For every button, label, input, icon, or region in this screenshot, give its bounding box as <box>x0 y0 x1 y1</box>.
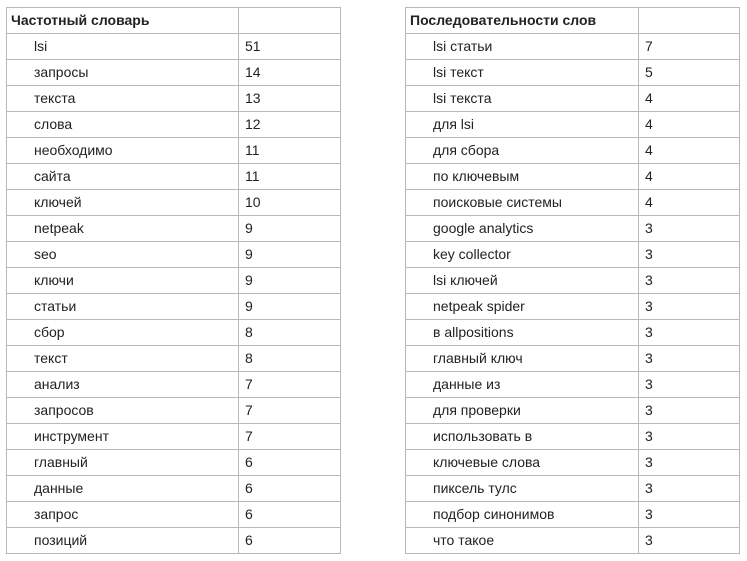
table-body <box>7 34 341 554</box>
word-cell: сайта <box>7 164 239 190</box>
count-cell: 7 <box>639 34 740 60</box>
count-cell: 11 <box>239 138 341 164</box>
word-cell: текст <box>7 346 239 372</box>
count-cell: 13 <box>239 86 341 112</box>
count-cell: 3 <box>639 320 740 346</box>
count-cell: 3 <box>639 294 740 320</box>
table-row <box>406 242 740 268</box>
word-cell: для lsi <box>406 112 639 138</box>
count-cell: 6 <box>239 528 341 554</box>
word-cell: инструмент <box>7 424 239 450</box>
word-cell: по ключевым <box>406 164 639 190</box>
table-row <box>7 372 341 398</box>
count-cell: 6 <box>239 476 341 502</box>
count-cell: 4 <box>639 86 740 112</box>
table-row <box>7 476 341 502</box>
count-cell: 9 <box>239 242 341 268</box>
table-row <box>406 476 740 502</box>
table-row <box>406 450 740 476</box>
table-title: Последовательности слов <box>406 8 639 34</box>
count-cell: 6 <box>239 450 341 476</box>
table-row <box>406 60 740 86</box>
count-cell: 3 <box>639 372 740 398</box>
word-cell: подбор синонимов <box>406 502 639 528</box>
count-cell: 14 <box>239 60 341 86</box>
table-body <box>406 34 740 554</box>
frequency-dictionary-table <box>6 7 341 554</box>
count-cell: 8 <box>239 320 341 346</box>
word-cell: необходимо <box>7 138 239 164</box>
count-cell: 3 <box>639 450 740 476</box>
table-row <box>7 242 341 268</box>
word-cell: слова <box>7 112 239 138</box>
table-row <box>406 372 740 398</box>
table-row <box>7 320 341 346</box>
count-cell: 3 <box>639 242 740 268</box>
table-row <box>7 528 341 554</box>
table-row <box>406 346 740 372</box>
word-cell: в allpositions <box>406 320 639 346</box>
count-cell: 7 <box>239 424 341 450</box>
table-row <box>406 424 740 450</box>
table-row <box>7 424 341 450</box>
word-cell: lsi текста <box>406 86 639 112</box>
table-row <box>7 346 341 372</box>
table-row <box>7 86 341 112</box>
table-row <box>406 112 740 138</box>
table-row <box>7 190 341 216</box>
word-cell: ключей <box>7 190 239 216</box>
count-cell: 8 <box>239 346 341 372</box>
count-cell: 7 <box>239 372 341 398</box>
count-cell: 3 <box>639 268 740 294</box>
word-cell: key collector <box>406 242 639 268</box>
table-header-row <box>406 8 740 34</box>
table-title-count <box>239 8 341 34</box>
table-row <box>7 34 341 60</box>
count-cell: 4 <box>639 138 740 164</box>
count-cell: 9 <box>239 268 341 294</box>
count-cell: 9 <box>239 294 341 320</box>
table-row <box>7 502 341 528</box>
word-cell: данные из <box>406 372 639 398</box>
count-cell: 9 <box>239 216 341 242</box>
table-row <box>406 294 740 320</box>
count-cell: 7 <box>239 398 341 424</box>
count-cell: 4 <box>639 164 740 190</box>
table-row <box>406 268 740 294</box>
table-row <box>7 294 341 320</box>
word-cell: lsi статьи <box>406 34 639 60</box>
count-cell: 3 <box>639 502 740 528</box>
word-sequences-table <box>405 7 740 554</box>
table-row <box>406 320 740 346</box>
word-cell: seo <box>7 242 239 268</box>
table-row <box>406 216 740 242</box>
count-cell: 4 <box>639 190 740 216</box>
table-row <box>406 190 740 216</box>
word-cell: статьи <box>7 294 239 320</box>
count-cell: 12 <box>239 112 341 138</box>
count-cell: 11 <box>239 164 341 190</box>
word-cell: текста <box>7 86 239 112</box>
word-cell: поисковые системы <box>406 190 639 216</box>
word-cell: google analytics <box>406 216 639 242</box>
word-cell: использовать в <box>406 424 639 450</box>
word-cell: данные <box>7 476 239 502</box>
word-cell: главный <box>7 450 239 476</box>
table-row <box>7 268 341 294</box>
word-cell: анализ <box>7 372 239 398</box>
table-row <box>7 112 341 138</box>
table-row <box>406 138 740 164</box>
count-cell: 3 <box>639 398 740 424</box>
count-cell: 6 <box>239 502 341 528</box>
count-cell: 3 <box>639 216 740 242</box>
count-cell: 3 <box>639 528 740 554</box>
word-cell: lsi текст <box>406 60 639 86</box>
table-row <box>7 450 341 476</box>
table-row <box>7 398 341 424</box>
table-row <box>406 528 740 554</box>
count-cell: 51 <box>239 34 341 60</box>
table-row <box>406 502 740 528</box>
count-cell: 10 <box>239 190 341 216</box>
word-cell: позиций <box>7 528 239 554</box>
word-cell: ключи <box>7 268 239 294</box>
word-cell: netpeak <box>7 216 239 242</box>
count-cell: 3 <box>639 476 740 502</box>
word-cell: сбор <box>7 320 239 346</box>
word-cell: главный ключ <box>406 346 639 372</box>
table-row <box>406 34 740 60</box>
table-row <box>406 164 740 190</box>
table-row <box>7 138 341 164</box>
table-row <box>7 60 341 86</box>
count-cell: 3 <box>639 346 740 372</box>
word-cell: пиксель тулс <box>406 476 639 502</box>
word-cell: запросов <box>7 398 239 424</box>
table-row <box>7 216 341 242</box>
table-title-count <box>639 8 740 34</box>
word-cell: что такое <box>406 528 639 554</box>
table-row <box>7 164 341 190</box>
word-cell: ключевые слова <box>406 450 639 476</box>
table-title: Частотный словарь <box>7 8 239 34</box>
table-header-row <box>7 8 341 34</box>
word-cell: для проверки <box>406 398 639 424</box>
word-cell: для сбора <box>406 138 639 164</box>
table-row <box>406 86 740 112</box>
count-cell: 5 <box>639 60 740 86</box>
word-cell: netpeak spider <box>406 294 639 320</box>
word-cell: запросы <box>7 60 239 86</box>
table-row <box>406 398 740 424</box>
count-cell: 3 <box>639 424 740 450</box>
word-cell: lsi ключей <box>406 268 639 294</box>
word-cell: запрос <box>7 502 239 528</box>
word-cell: lsi <box>7 34 239 60</box>
count-cell: 4 <box>639 112 740 138</box>
